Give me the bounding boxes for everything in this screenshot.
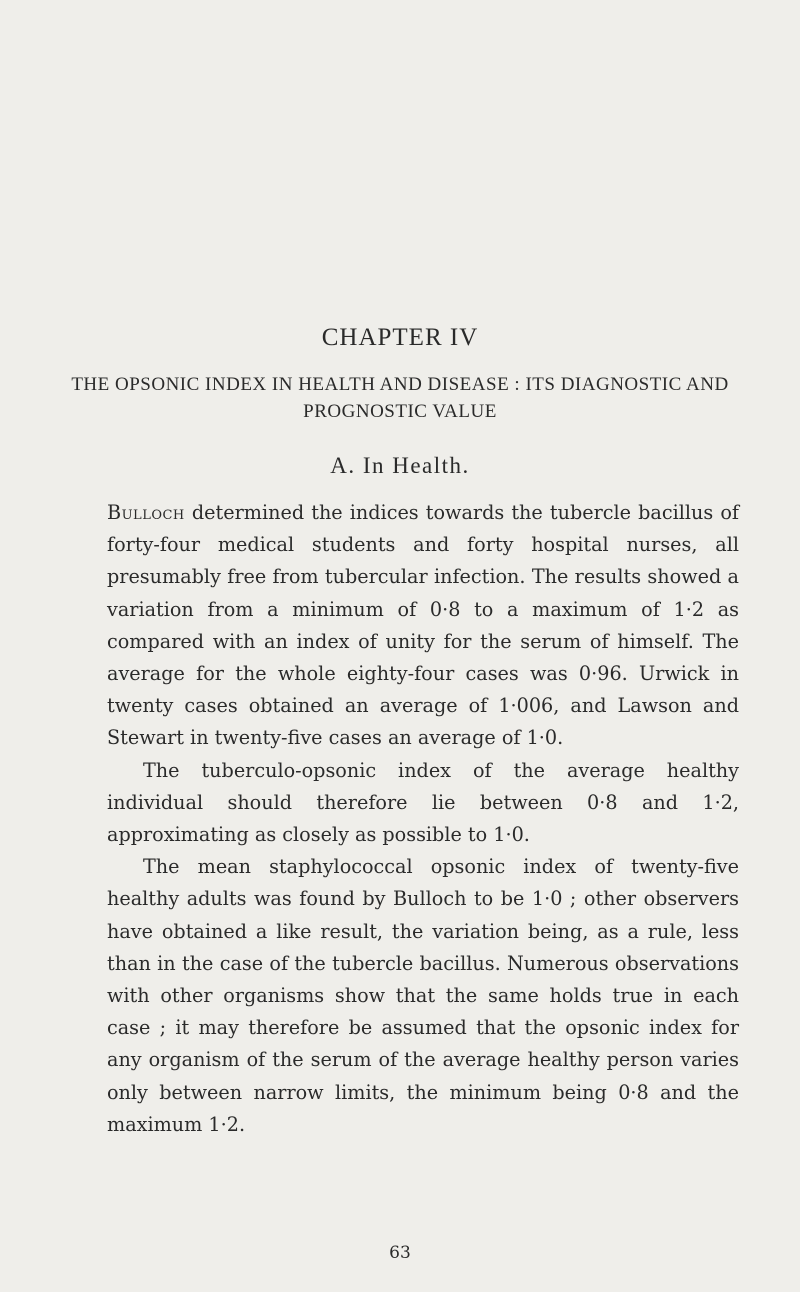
paragraph-1-text: determined the indices towards the tubercle bacillus of forty-four medical students and forty hospital nurses, all presumably free from tubercular infection. The results showed a variation from a minimum of 0·8 to a maximum of 1·2 as compared with an index of unity for the serum of himself. The average for the whole eighty-four cases was 0·96. Urwick in twenty cases obtained an average of 1·006, and Lawson and Stewart in twenty-five cases an average of 1·0.	[107, 501, 739, 750]
paragraph-3: The mean staphylococcal opsonic index of twenty-five healthy adults was found by Bulloch to be 1·0 ; other observers have obtained a like result, the variation being, as a rule, less than in the case of the tubercle bacillus. Numerous observations with other organisms show that the same holds true in each case ; it may therefore be assumed that the opsonic index for any organism of the serum of the average healthy person varies only between narrow limits, the minimum being 0·8 and the maximum 1·2.	[107, 855, 739, 1136]
paragraph-1	[107, 497, 739, 755]
body-text	[107, 497, 739, 1141]
chapter-title: THE OPSONIC INDEX IN HEALTH AND DISEASE : ITS DIAGNOSTIC AND PROGNOSTIC VALUE	[71, 374, 729, 422]
chapter-heading: CHAPTER IV	[321, 324, 479, 351]
paragraph-lead-word: Bulloch	[107, 501, 185, 524]
page-number: 63	[389, 1243, 411, 1263]
section-heading: A. In Health.	[330, 453, 470, 478]
paragraph-2: The tuberculo-opsonic index of the average healthy individual should therefore lie between 0·8 and 1·2, approximating as closely as possible to 1·0.	[107, 758, 739, 847]
